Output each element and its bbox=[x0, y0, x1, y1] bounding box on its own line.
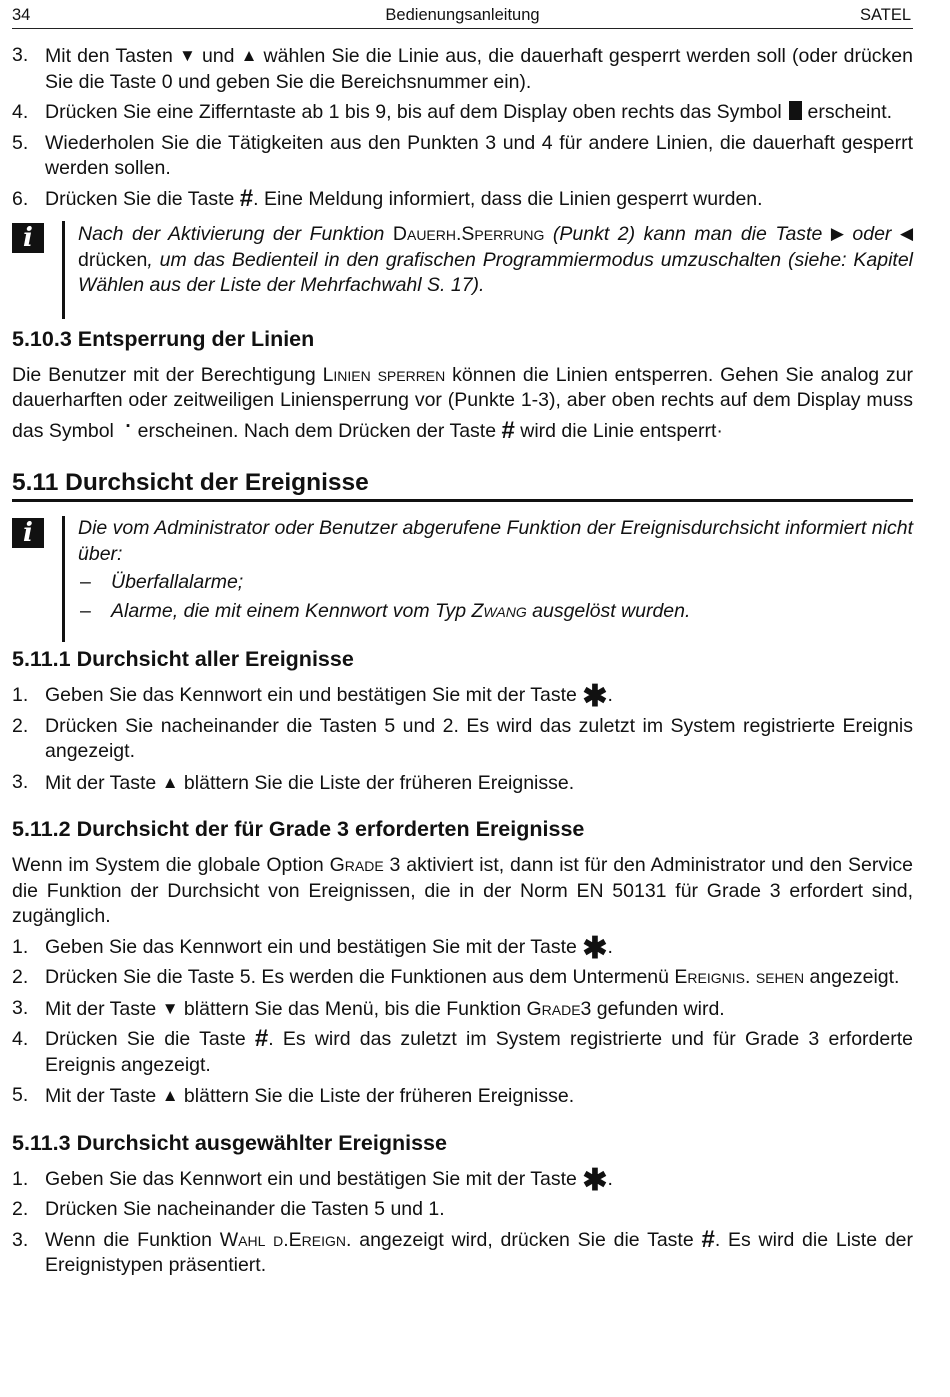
step-number: 1. bbox=[12, 1167, 29, 1190]
step-text: . bbox=[607, 935, 613, 958]
step-text: Wenn die Funktion bbox=[45, 1228, 220, 1251]
list-item bbox=[78, 599, 913, 625]
dash-marker: – bbox=[80, 571, 91, 593]
step-number: 1. bbox=[12, 684, 29, 706]
step-text: wählen Sie die Linie aus, die dauerhaft gesperrt werden soll (oder drücken Sie die Taste 0 und geben Sie die Bereichsnummer ein). bbox=[45, 45, 914, 93]
section-heading-5-11-3: 5.11.3 Durchsicht ausgewählter Ereignisse bbox=[12, 1130, 447, 1155]
step-text: erscheint. bbox=[802, 101, 893, 123]
text-span: wird die Linie entsperrt· bbox=[514, 419, 723, 442]
step-text: . Es wird das zuletzt im System registrierte und für Grade 3 erforderte Ereignis angezeigt. bbox=[45, 1028, 913, 1076]
password-type: Zwang bbox=[471, 599, 527, 622]
note-intro: Die vom Administrator oder Benutzer abgerufene Funktion der Ereignisdurchsicht informiert nicht über: bbox=[78, 517, 913, 565]
section-heading-5-11-2: 5.11.2 Durchsicht der für Grade 3 erforderten Ereignisse bbox=[12, 817, 585, 841]
note-text bbox=[78, 516, 913, 624]
list-item bbox=[12, 1027, 913, 1078]
steps-5-11-1 bbox=[12, 680, 913, 796]
step-text: Mit der Taste bbox=[45, 1085, 162, 1107]
step-text: Wiederholen Sie die Tätigkeiten aus den Punkten 3 und 4 für andere Linien, die dauerhaft gesperrt werden sollen. bbox=[45, 131, 913, 179]
hash-key-icon: # bbox=[501, 416, 515, 444]
dash-marker: – bbox=[80, 599, 91, 622]
info-icon: i bbox=[12, 223, 44, 253]
manual-page bbox=[12, 0, 913, 1284]
step-text: Mit der Taste bbox=[45, 771, 162, 794]
note-span: oder bbox=[843, 223, 900, 245]
step-number: 3. bbox=[12, 770, 29, 793]
hash-key-icon: # bbox=[254, 1025, 269, 1052]
list-item bbox=[12, 1083, 913, 1110]
text-span: 3 aktiviert ist, dann ist für den Administrator und den Service die Funktion der Durchsicht von Ereignissen, die in der Norm EN 50131 für Grade 3 erfordert sind, zugänglich. bbox=[12, 854, 914, 927]
arrow-up-icon: ▲ bbox=[161, 772, 179, 792]
step-text: angezeigt wird, drücken Sie die Taste bbox=[351, 1228, 702, 1251]
note-span: (Punkt 2) kann man die Taste bbox=[544, 223, 831, 245]
section-heading-5-10-3: 5.10.3 Entsperrung der Linien bbox=[12, 326, 315, 351]
note-text bbox=[78, 221, 913, 299]
star-key-icon: ✱ bbox=[582, 1163, 608, 1197]
section-heading-5-11: 5.11 Durchsicht der Ereignisse bbox=[12, 468, 913, 502]
step-text: . bbox=[607, 684, 613, 706]
list-item bbox=[12, 1197, 913, 1223]
text-span: erscheinen. Nach dem Drücken der Taste bbox=[137, 419, 502, 442]
step-number: 6. bbox=[12, 187, 29, 210]
step-text: blättern Sie die Liste der früheren Ereignisse. bbox=[178, 771, 575, 794]
function-name: Wahl d.Ereign. bbox=[219, 1228, 352, 1251]
step-text: und bbox=[195, 45, 241, 67]
step-number: 3. bbox=[12, 996, 29, 1019]
note-span: Nach der Aktivierung der Funktion bbox=[78, 223, 393, 245]
step-text: blättern Sie das Menü, bis die Funktion bbox=[178, 997, 527, 1020]
list-item bbox=[12, 931, 913, 965]
step-text: gefunden wird. bbox=[591, 997, 725, 1020]
note-bar bbox=[62, 221, 65, 319]
step-number: 2. bbox=[12, 966, 29, 988]
list-item bbox=[12, 100, 913, 126]
note-bar bbox=[62, 516, 65, 642]
list-item bbox=[12, 1225, 914, 1279]
info-note bbox=[12, 516, 913, 624]
permission-name: Linien sperren bbox=[322, 363, 446, 386]
list-item bbox=[12, 965, 913, 991]
arrow-up-icon: ▲ bbox=[161, 1086, 179, 1105]
note-span: , um das Bedienteil in den grafischen Programmiermodus umzuschalten (siehe: Kapitel Wählen aus der Liste der Mehrfachwahl S. 17). bbox=[78, 248, 913, 296]
paragraph bbox=[12, 363, 913, 445]
arrow-up-icon: ▲ bbox=[240, 46, 258, 65]
step-text: blättern Sie die Liste der früheren Ereignisse. bbox=[178, 1085, 575, 1107]
text-span: Wenn im System die globale Option bbox=[12, 854, 330, 876]
step-number: 2. bbox=[12, 714, 29, 737]
step-text: Drücken Sie nacheinander die Tasten 5 und 1. bbox=[45, 1198, 445, 1220]
step-text: Geben Sie das Kennwort ein und bestätigen Sie mit der Taste bbox=[45, 684, 583, 706]
note-item: Überfallalarme; bbox=[111, 571, 244, 593]
note-span: drücken bbox=[78, 248, 148, 271]
step-text: Geben Sie das Kennwort ein und bestätigen Sie mit der Taste bbox=[45, 935, 583, 958]
list-item bbox=[12, 1163, 913, 1197]
arrow-down-icon: ▼ bbox=[161, 998, 179, 1018]
step-text: Mit der Taste bbox=[45, 997, 162, 1020]
step-number: 5. bbox=[12, 1084, 29, 1106]
star-key-icon: ✱ bbox=[582, 680, 608, 713]
text-span: können die Linien entsperren. Gehen Sie analog zur dauerharften oder zeitweiligen Liniensperrung vor (Punkte 1-3), aber oben rechts auf dem Display muss das Symbol bbox=[12, 363, 913, 442]
arrow-left-icon: ◀ bbox=[899, 224, 914, 243]
hash-key-icon: # bbox=[239, 184, 254, 212]
list-item bbox=[12, 43, 913, 95]
info-icon: i bbox=[12, 518, 44, 548]
paragraph bbox=[12, 853, 913, 930]
info-note bbox=[12, 221, 913, 299]
list-item bbox=[12, 680, 913, 713]
list-item bbox=[12, 770, 913, 797]
step-text: Drücken Sie eine Zifferntaste ab 1 bis 9, bis auf dem Display oben rechts das Symbol bbox=[45, 101, 788, 123]
step-text: . Es wird die Liste der Ereignistypen präsentiert. bbox=[45, 1228, 914, 1276]
step-text: Drücken Sie die Taste bbox=[45, 187, 240, 210]
step-number: 2. bbox=[12, 1198, 29, 1220]
option-name: Grade bbox=[329, 854, 384, 876]
step-text: Geben Sie das Kennwort ein und bestätigen Sie mit der Taste bbox=[45, 1167, 583, 1190]
list-item bbox=[12, 996, 913, 1023]
step-number: 5. bbox=[12, 131, 29, 154]
dot-symbol-icon: · bbox=[125, 415, 132, 437]
function-name: Dauerh.Sperrung bbox=[392, 223, 545, 245]
list-item bbox=[78, 570, 913, 596]
line-lock-steps bbox=[12, 43, 913, 212]
star-key-icon: ✱ bbox=[582, 931, 608, 965]
step-text: Mit den Tasten bbox=[45, 45, 179, 67]
step-number: 3. bbox=[12, 1228, 29, 1251]
steps-5-11-2 bbox=[12, 931, 913, 1110]
header-title: Bedienungsanleitung bbox=[385, 6, 540, 24]
page-number: 34 bbox=[12, 6, 31, 24]
list-item bbox=[12, 131, 913, 182]
arrow-right-icon: ▶ bbox=[830, 224, 844, 243]
text-span: Die Benutzer mit der Berechtigung bbox=[12, 363, 323, 386]
step-number: 4. bbox=[12, 1028, 29, 1050]
step-text: Drücken Sie die Taste bbox=[45, 1028, 255, 1050]
step-text: . bbox=[607, 1167, 613, 1190]
block-symbol-icon bbox=[789, 101, 802, 120]
hash-key-icon: # bbox=[701, 1225, 715, 1253]
arrow-down-icon: ▼ bbox=[179, 46, 196, 65]
step-text: angezeigt. bbox=[804, 966, 900, 988]
section-heading-5-11-1: 5.11.1 Durchsicht aller Ereignisse bbox=[12, 647, 354, 671]
step-number: 1. bbox=[12, 935, 29, 958]
steps-5-11-3 bbox=[12, 1163, 914, 1279]
list-item bbox=[12, 184, 913, 213]
step-text: . Eine Meldung informiert, dass die Linien gesperrt wurden. bbox=[253, 187, 763, 210]
page-header bbox=[12, 0, 913, 29]
step-text: Drücken Sie die Taste 5. Es werden die Funktionen aus dem Untermenü bbox=[45, 966, 675, 988]
step-number: 4. bbox=[12, 101, 29, 123]
note-item: ausgelöst wurden. bbox=[526, 599, 691, 622]
function-name: Grade3 bbox=[526, 997, 592, 1020]
note-item: Alarme, die mit einem Kennwort vom Typ bbox=[111, 599, 472, 622]
menu-name: Ereignis. sehen bbox=[674, 966, 805, 988]
list-item bbox=[12, 714, 913, 765]
step-text: Drücken Sie nacheinander die Tasten 5 und 2. Es wird das zuletzt im System registrierte Ereignis angezeigt. bbox=[45, 714, 913, 762]
header-brand: SATEL bbox=[859, 6, 911, 24]
step-number: 3. bbox=[12, 44, 29, 66]
